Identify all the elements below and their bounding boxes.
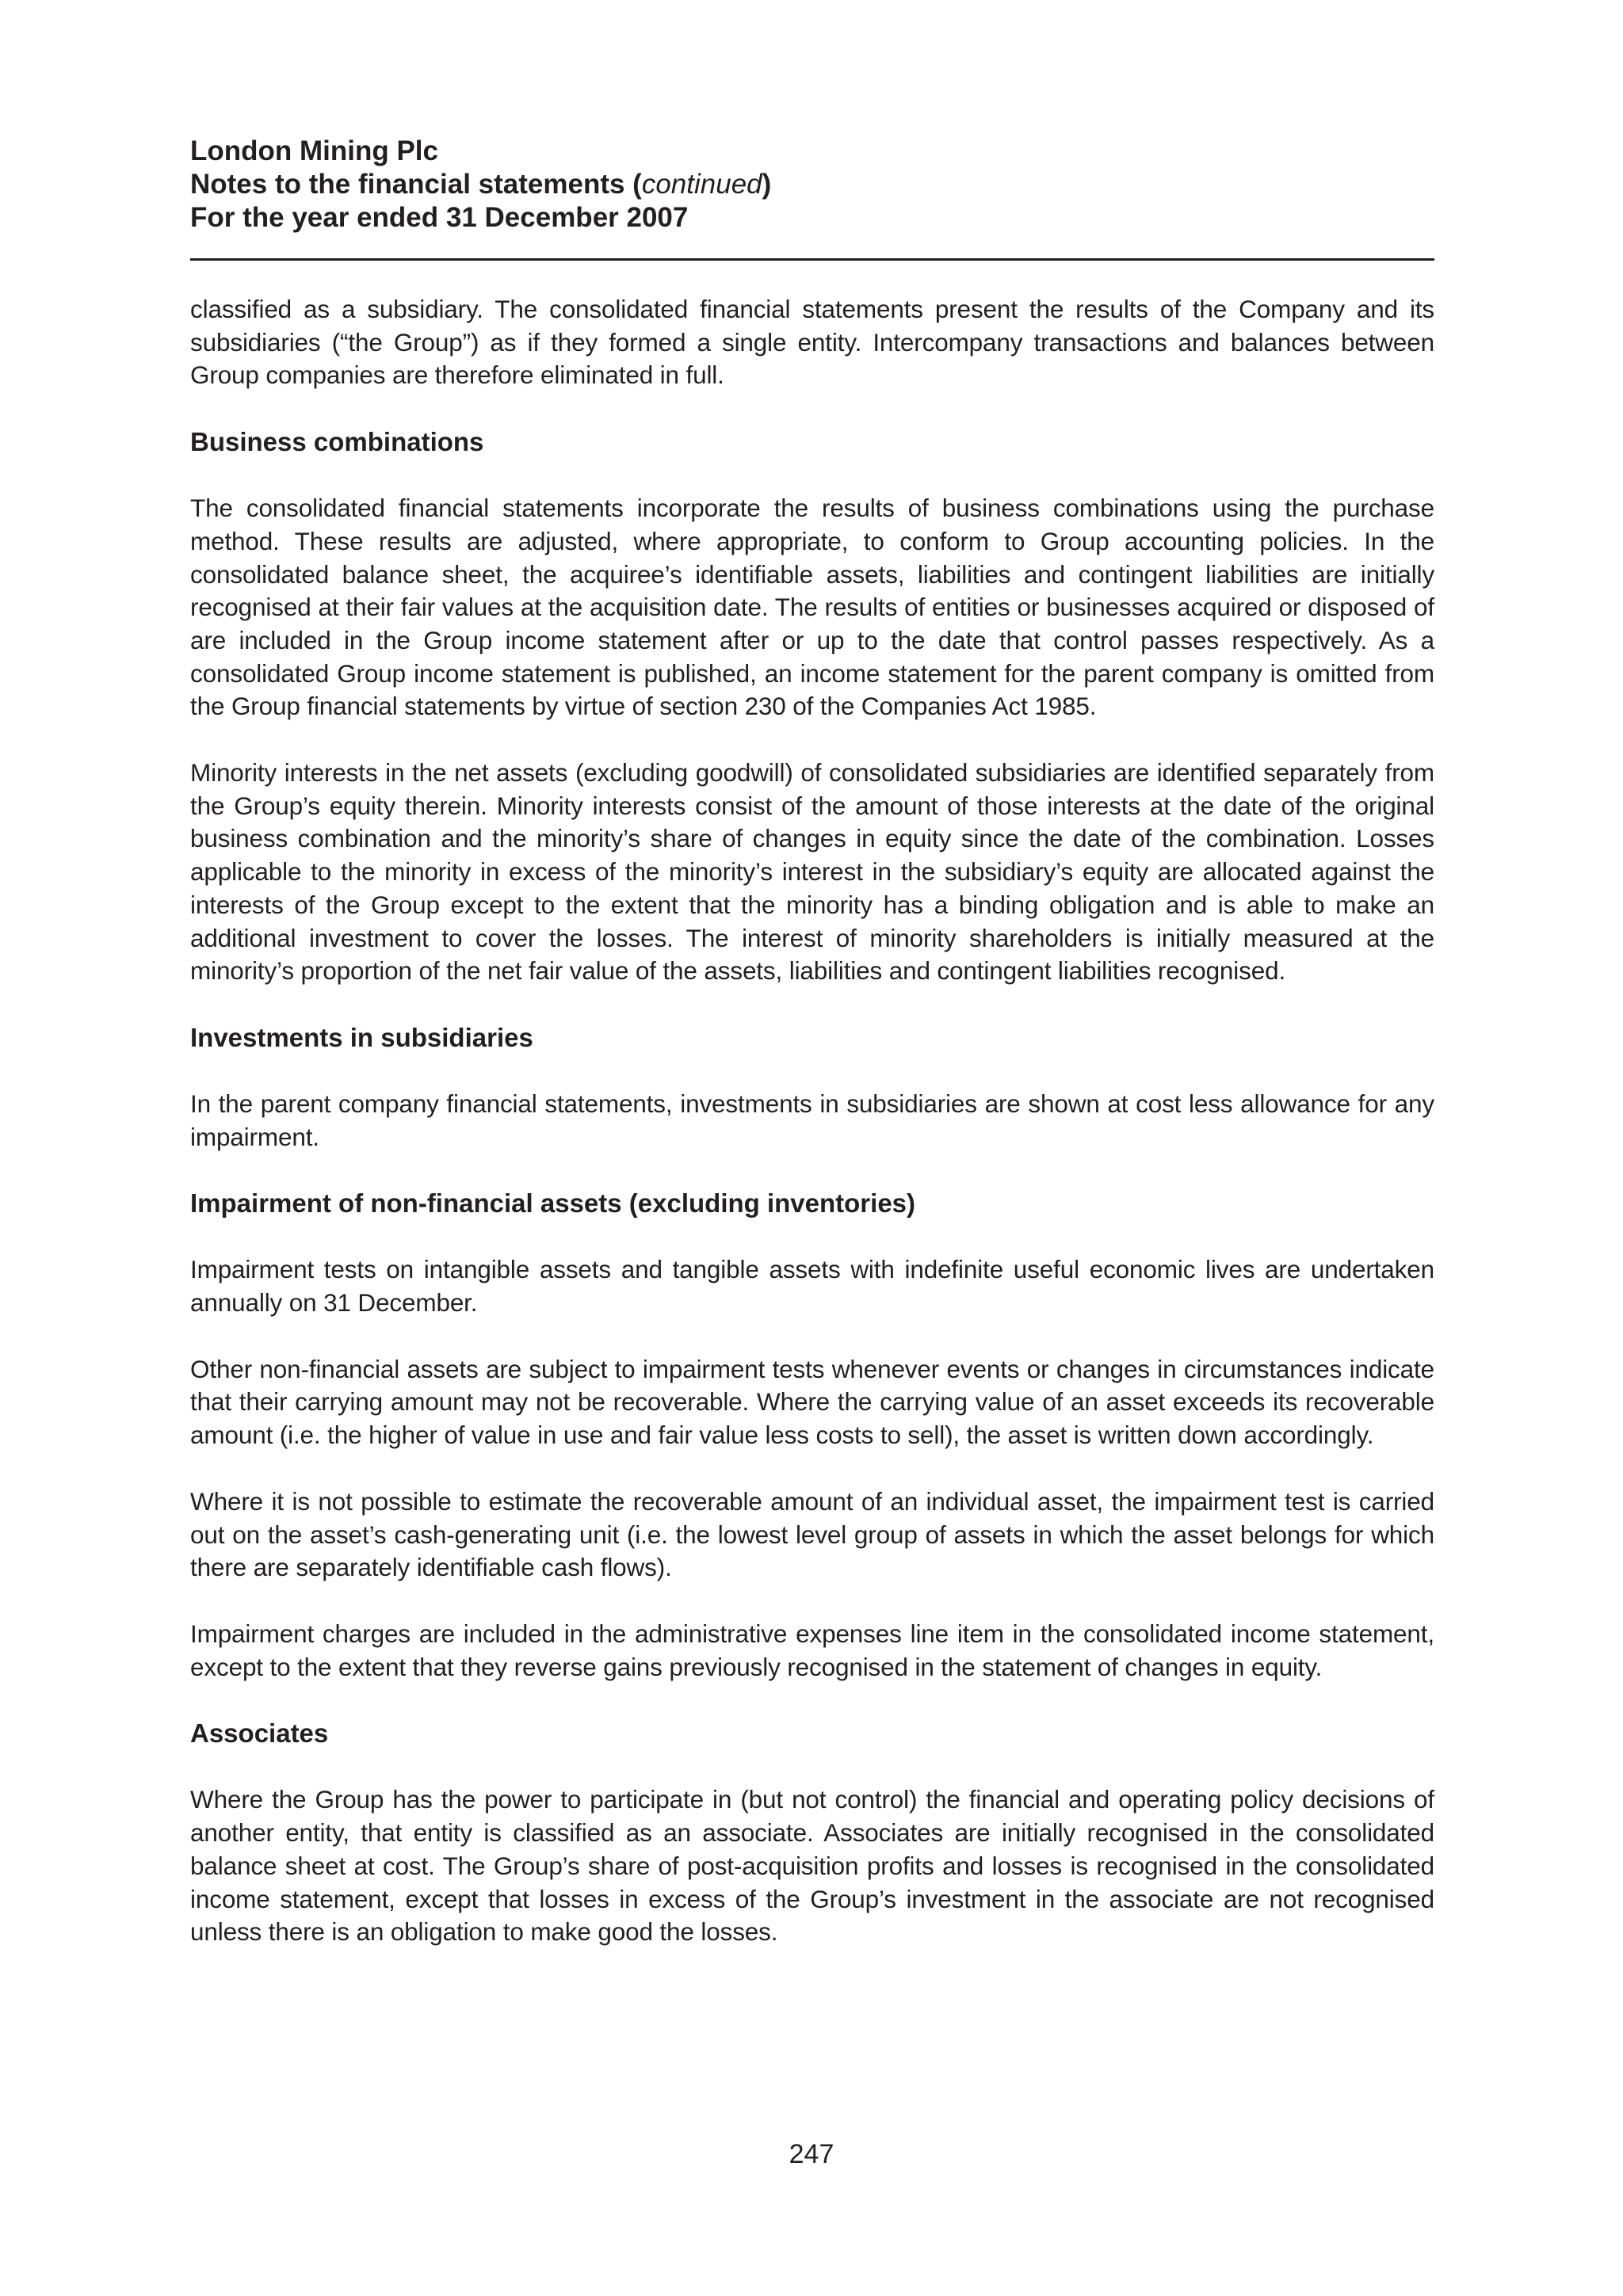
impairment-paragraph-3: Where it is not possible to estimate the recoverable amount of an individual asset, the impairment test is carried out on the asset’s cash-generating unit (i.e. the lowest level group of assets in which the asset belongs for which there are separately identifiable cash flows). xyxy=(190,1486,1434,1582)
notes-title xyxy=(190,168,1434,201)
heading-impairment: Impairment of non-financial assets (excluding inventories) xyxy=(190,1188,916,1219)
impairment-paragraph-4: Impairment charges are included in the administrative expenses line item in the consolidated income statement, except to the extent that they reverse gains previously recognised in the statement of changes in equity. xyxy=(190,1619,1434,1681)
investments-paragraph: In the parent company financial statements, investments in subsidiaries are shown at cost less allowance for any impairment. xyxy=(190,1089,1434,1151)
notes-title-suffix: ) xyxy=(762,169,772,200)
header-divider xyxy=(190,258,1434,261)
associates-paragraph: Where the Group has the power to participate in (but not control) the financial and operating policy decisions of another entity, that entity is classified as an associate. Associates are initially recognised in the consolidated balance sheet at cost. The Group’s share of post-acquisition profits and losses is recognised in the consolidated income statement, except that losses in excess of the Group’s investment in the associate are not recognised unless there is an obligation to make good the losses. xyxy=(190,1785,1434,1947)
document-body xyxy=(190,293,1434,1949)
heading-investments-in-subsidiaries: Investments in subsidiaries xyxy=(190,1022,533,1052)
heading-associates: Associates xyxy=(190,1718,329,1749)
impairment-paragraph-1: Impairment tests on intangible assets and tangible assets with indefinite useful economic lives are undertaken annually on 31 December. xyxy=(190,1255,1434,1318)
page-header xyxy=(190,135,1434,235)
page-number: 247 xyxy=(789,2139,834,2169)
notes-title-continued: continued xyxy=(641,169,762,200)
company-name: London Mining Plc xyxy=(190,135,439,166)
heading-business-combinations: Business combinations xyxy=(190,427,484,457)
document-page xyxy=(190,135,1434,1982)
impairment-paragraph-2: Other non-financial assets are subject to impairment tests whenever events or changes in circumstances indicate that their carrying amount may not be recoverable. Where the carrying value of an asset exceeds its recoverable amount (i.e. the higher of value in use and fair value less costs to sell), the asset is written down accordingly. xyxy=(190,1354,1434,1450)
notes-title-prefix: Notes to the financial statements ( xyxy=(190,169,642,200)
period-title: For the year ended 31 December 2007 xyxy=(190,202,689,233)
business-combinations-paragraph-2: Minority interests in the net assets (excluding goodwill) of consolidated subsidiaries are identified separately from the Group’s equity therein. Minority interests consist of the amount of those interests at the date of the original business combination and the minority’s share of changes in equity since the date of the combination. Losses applicable to the minority in excess of the minority’s interest in the subsidiary’s equity are allocated against the interests of the Group except to the extent that the minority has a binding obligation and is able to make an additional investment to cover the losses. The interest of minority shareholders is initially measured at the minority’s proportion of the net fair value of the assets, liabilities and contingent liabilities recognised. xyxy=(190,758,1434,986)
intro-paragraph: classified as a subsidiary. The consolidated financial statements present the results of the Company and its subsidiaries (“the Group”) as if they formed a single entity. Intercompany transactions and balances between Group companies are therefore eliminated in full. xyxy=(190,295,1434,390)
business-combinations-paragraph-1: The consolidated financial statements incorporate the results of business combinations using the purchase method. These results are adjusted, where appropriate, to conform to Group accounting policies. In the consolidated balance sheet, the acquiree’s identifiable assets, liabilities and contingent liabilities are initially recognised at their fair values at the acquisition date. The results of entities or businesses acquired or disposed of are included in the Group income statement after or up to the date that control passes respectively. As a consolidated Group income statement is published, an income statement for the parent company is omitted from the Group financial statements by virtue of section 230 of the Companies Act 1985. xyxy=(190,494,1434,721)
